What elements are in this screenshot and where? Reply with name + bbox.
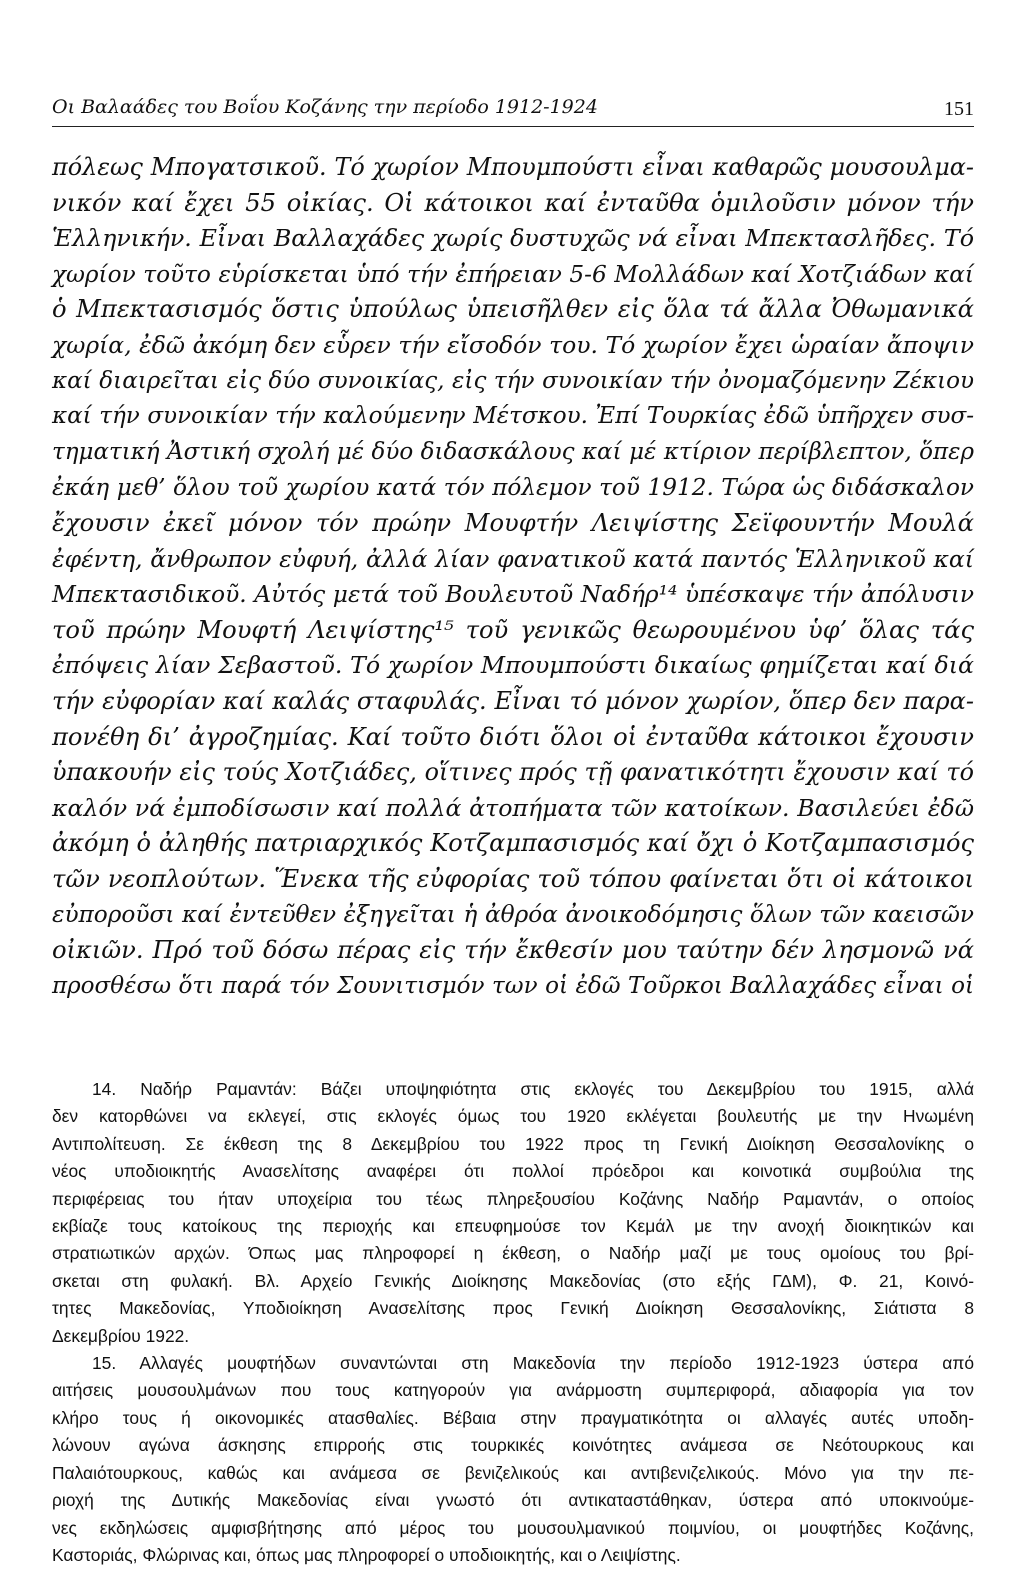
footnote-15-line: λώνουν αγώνα άσκησης επιρροής στις τουρκικές κοινότητες ανάμεσα σε Νεότουρκους και: [52, 1435, 974, 1456]
footnote-15-line: κλήρο τους ή οικονομικές ατασθαλίες. Βέβαια στην πραγματικότητα οι αλλαγές αυτές υποδη-: [52, 1407, 974, 1428]
footnotes: [52, 1076, 974, 1569]
footnote-14-line: Αντιπολίτευση. Σε έκθεση της 8 Δεκεμβρίου του 1922 προς τη Γενική Διοίκηση Θεσσαλονίκης ο: [52, 1133, 974, 1154]
footnote-15-line: ριοχή της Δυτικής Μακεδονίας είναι γνωστό ότι αντικαταστάθηκαν, ύστερα από υποκινούμε-: [52, 1490, 974, 1511]
footnote-14-line: περιφέρειας του ήταν υποχείρια του τέως πληρεξουσίου Κοζάνης Ναδήρ Ραμαντάν, ο οποίος: [52, 1188, 974, 1209]
main-text: [52, 150, 974, 1004]
text-line: ἐκάη μεθ’ ὅλου τοῦ χωρίου κατά τόν πόλεμον τοῦ 1912. Τώρα ὡς διδάσκαλον: [52, 474, 974, 502]
footnote-14-line: νέος υποδιοικητής Ανασελίτσης αναφέρει ότι πολλοί πρόεδροι και κοινοτικά συμβούλια της: [52, 1161, 974, 1182]
text-line: Ἑλληνικήν. Εἶναι Βαλλαχάδες χωρίς δυστυχῶς νά εἶναι Μπεκτασλῆδες. Τό: [52, 224, 974, 253]
text-line: καί τήν συνοικίαν τήν καλούμενην Μέτσκου. Ἐπί Τουρκίας ἐδῶ ὑπῆρχεν συσ-: [52, 403, 974, 430]
text-line: Μπεκτασιδικοῦ. Αὐτός μετά τοῦ Βουλευτοῦ Ναδήρ¹⁴ ὑπέσκαψε τήν ἀπόλυσιν: [52, 581, 974, 609]
text-line: καλόν νά ἐμποδίσωσιν καί πολλά ἀτοπήματα τῶν κατοίκων. Βασιλεύει ἐδῶ: [52, 793, 974, 822]
footnote-14-line: 14. Ναδήρ Ραμαντάν: Βάζει υποψηφιότητα στις εκλογές του Δεκεμβρίου του 1915, αλλά: [92, 1079, 974, 1099]
running-header: [52, 96, 974, 127]
text-line: εὐποροῦσι καί ἐντεῦθεν ἐξηγεῖται ἡ ἀθρόα ἀνοικοδόμησις ὅλων τῶν καεισῶν: [52, 901, 974, 929]
text-line: ὁ Μπεκτασισμός ὅστις ὑπούλως ὑπεισῆλθεν εἰς ὅλα τά ἄλλα Ὀθωμανικά: [52, 295, 974, 324]
footnote-14-line: σκεται στη φυλακή. Βλ. Αρχείο Γενικής Διοίκησης Μακεδονίας (στο εξής ΓΔΜ), Φ. 21, Κοινό-: [52, 1270, 974, 1291]
footnote-14-line: δεν κατορθώνει να εκλεγεί, στις εκλογές όμως του 1920 εκλέγεται βουλευτής με την Ηνωμένη: [52, 1106, 974, 1127]
text-line: ἐφέντη, ἄνθρωπον εὐφυή, ἀλλά λίαν φανατικοῦ κατά παντός Ἑλληνικοῦ καί: [52, 544, 974, 573]
text-line: ἐπόψεις λίαν Σεβαστοῦ. Τό χωρίον Μπουμπούστι δικαίως φημίζεται καί διά: [52, 651, 974, 680]
footnote-15-line: Παλαιότουρκους, καθώς και ανάμεσα σε βενιζελικούς και αντιβενιζελικούς. Μόνο για την πε-: [52, 1462, 974, 1483]
footnote-14-line: στρατιωτικών αρχών. Όπως μας πληροφορεί η έκθεση, ο Ναδήρ μαζί με τους ομοίους του βρί-: [52, 1243, 974, 1264]
footnote-14-line: τητες Μακεδονίας, Υποδιοίκηση Ανασελίτσης προς Γενική Διοίκηση Θεσσαλονίκης, Σιάτιστα 8: [52, 1298, 974, 1319]
footnote-15-line: αιτήσεις μουσουλμάνων που τους κατηγορούν για ανάρμοστη συμπεριφορά, αδιαφορία για τον: [52, 1380, 974, 1401]
text-line: νικόν καί ἔχει 55 οἰκίας. Οἱ κάτοικοι καί ἐνταῦθα ὁμιλοῦσιν μόνον τήν: [52, 188, 974, 217]
text-line: προσθέσω ὅτι παρά τόν Σουνιτισμόν των οἱ ἐδῶ Τοῦρκοι Βαλλαχάδες εἶναι οἱ: [52, 972, 974, 999]
text-line: πόλεως Μπογατσικοῦ. Τό χωρίον Μπουμπούστι εἶναι καθαρῶς μουσουλμα-: [52, 153, 974, 181]
text-line: ὑπακουήν εἰς τούς Χοτζιάδες, οἵτινες πρός τῇ φανατικότητι ἔχουσιν καί τό: [52, 758, 974, 787]
text-line: χωρία, ἐδῶ ἀκόμη δεν εὗρεν τήν εἴσοδόν του. Τό χωρίον ἔχει ὡραίαν ἄποψιν: [52, 330, 974, 359]
text-line: τῶν νεοπλούτων. Ἕνεκα τῆς εὐφορίας τοῦ τόπου φαίνεται ὅτι οἱ κάτοικοι: [52, 864, 974, 893]
footnote-14-line: εκβίαζε τους κατοίκους της περιοχής και επευφημούσε τον Κεμάλ με την ανοχή διοικητικών και: [52, 1216, 974, 1237]
text-line: τοῦ πρώην Μουφτή Λειψίστης¹⁵ τοῦ γενικῶς θεωρουμένου ὑφ’ ὅλας τάς: [52, 615, 974, 644]
footnote-15-line: 15. Αλλαγές μουφτήδων συναντώνται στη Μακεδονία την περίοδο 1912-1923 ύστερα από: [92, 1353, 974, 1374]
text-line: τήν εὐφορίαν καί καλάς σταφυλάς. Εἶναι τό μόνον χωρίον, ὅπερ δεν παρα-: [52, 686, 974, 715]
text-line: ἀκόμη ὁ ἀληθής πατριαρχικός Κοτζαμπασισμός καί ὄχι ὁ Κοτζαμπασισμός: [52, 829, 974, 858]
header-title: Οι Βαλαάδες του Βοΐου Κοζάνης την περίοδο 1912-1924: [52, 96, 598, 118]
text-line: τηματική Ἀστική σχολή μέ δύο διδασκάλους καί μέ κτίριον περίβλεπτον, ὅπερ: [52, 438, 974, 465]
text-line: καί διαιρεῖται εἰς δύο συνοικίας, εἰς τήν συνοικίαν τήν ὀνομαζόμενην Ζέκιου: [52, 367, 974, 394]
footnote-14-line: Δεκεμβρίου 1922.: [52, 1325, 190, 1346]
footnote-15-line: νες εκδηλώσεις αμφισβήτησης από μέρος του μουσουλμανικού ποιμνίου, οι μουφτήδες Κοζάνης,: [52, 1517, 974, 1538]
text-line: οἰκιῶν. Πρό τοῦ δόσω πέρας εἰς τήν ἔκθεσίν μου ταύτην δέν λησμονῶ νά: [52, 936, 974, 965]
footnote-15-line: Καστοριάς, Φλώρινας και, όπως μας πληροφορεί ο υποδιοικητής, και ο Λειψίστης.: [52, 1544, 681, 1565]
text-line: ἔχουσιν ἐκεῖ μόνον τόν πρώην Μουφτήν Λειψίστης Σεϊφουντήν Μουλά: [52, 508, 974, 537]
text-line: πονέθη δι’ ἀγροζημίας. Καί τοῦτο διότι ὅλοι οἱ ἐνταῦθα κάτοικοι ἔχουσιν: [52, 722, 974, 751]
text-line: χωρίον τοῦτο εὑρίσκεται ὑπό τήν ἐπήρειαν 5-6 Μολλάδων καί Χοτζιάδων καί: [52, 260, 974, 288]
page-number: 151: [944, 98, 974, 120]
